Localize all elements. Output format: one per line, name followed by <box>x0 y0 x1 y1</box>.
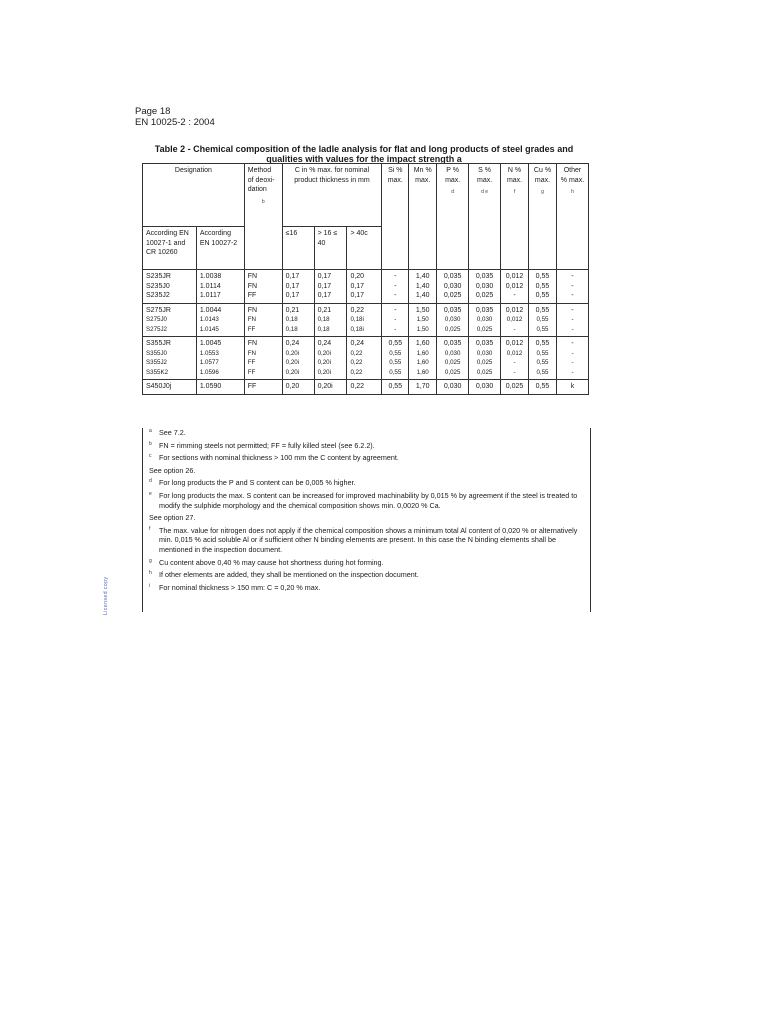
cell-method <box>244 270 282 304</box>
cell-value: 0,030 <box>475 282 494 290</box>
cell-value: FF <box>247 383 257 390</box>
table-caption <box>135 144 593 164</box>
cell-value: - <box>394 316 397 323</box>
footnote-mark: g <box>149 557 152 564</box>
footnote-mark: a <box>149 428 152 434</box>
according-2-header: According EN 10027-2 <box>196 227 244 270</box>
cell-value: 0,035 <box>443 340 462 347</box>
cell-c1 <box>282 337 314 380</box>
cell-value: 1,40 <box>415 292 430 299</box>
cell-value: 0,012 <box>505 306 524 314</box>
cell-value: S355JR <box>146 340 171 347</box>
cell-method <box>244 337 282 380</box>
cell-value: 0,17 <box>317 292 332 299</box>
cell-c1 <box>282 380 314 395</box>
cell-s <box>469 380 501 395</box>
mn-header-label: Mn % max. <box>413 167 432 184</box>
cell-value: - <box>571 359 574 366</box>
footnote-text: For long products the max. S content can be increased for improved machinability by 0,015 % by agreement if the steel is treated to modify the sulphide morphology and the chemical composition shows min. 0,0020 % Ca. <box>159 490 578 510</box>
cell-value: 0,025 <box>505 383 524 390</box>
cell-numbers <box>196 270 244 304</box>
cell-value: - <box>571 306 574 314</box>
cell-value: 0,55 <box>535 282 550 290</box>
cell-value: 0,24 <box>317 340 332 347</box>
cell-cu <box>529 380 557 395</box>
cell-value: 0,20i <box>317 359 331 366</box>
margin-stamp: Licensed copy <box>103 576 109 615</box>
c-col-2-header: > 16 ≤ 40 <box>314 227 347 270</box>
cell-value: 0,21 <box>317 306 332 314</box>
cell-value: 0,22 <box>350 368 363 376</box>
cell-value: 1,50 <box>415 306 430 314</box>
cell-value: 0,025 <box>476 368 493 376</box>
cell-c1 <box>282 303 314 337</box>
cell-value: 0,17 <box>317 273 332 280</box>
cell-value: S235JR <box>146 273 171 280</box>
cell-value: 0,18i <box>350 325 364 333</box>
header-row-1 <box>143 164 589 227</box>
cell-value: S355K2 <box>146 368 169 376</box>
cell-value: 1,40 <box>415 282 430 290</box>
cell-mn <box>409 337 437 380</box>
s-header <box>469 164 501 270</box>
cell-value: 0,20i <box>285 359 300 366</box>
cell-numbers <box>196 380 244 395</box>
cell-value: 1.0038 <box>199 273 222 280</box>
cell-value: 0,55 <box>535 383 550 390</box>
cell-value: S275JR <box>146 306 171 314</box>
cell-si <box>382 380 409 395</box>
cell-value: 0,012 <box>505 282 524 290</box>
cell-value: 0,035 <box>475 306 494 314</box>
cell-si <box>382 270 409 304</box>
cell-n <box>501 303 529 337</box>
cell-value: 0,55 <box>389 359 402 366</box>
designation-header: Designation <box>143 164 245 227</box>
footnote-text: For nominal thickness > 150 mm: C = 0,20 % max. <box>159 582 321 592</box>
cell-s <box>469 337 501 380</box>
cell-value: 0,17 <box>350 282 365 290</box>
s-header-label: S % max. <box>477 167 493 184</box>
cell-value: 0,030 <box>475 383 494 390</box>
cell-value: FN <box>247 349 256 357</box>
cell-value: 0,035 <box>475 340 494 347</box>
method-header-label: Method of deoxi-dation <box>247 167 275 193</box>
cell-value: 0,55 <box>536 359 549 366</box>
cell-value: 1.0596 <box>199 368 219 376</box>
cell-value: 0,17 <box>285 273 300 280</box>
cell-value: 0,55 <box>536 349 549 357</box>
cell-value: S275J2 <box>146 325 167 333</box>
footnote-mark: f <box>149 525 151 532</box>
si-header <box>382 164 409 270</box>
footnote-text: See 7.2. <box>159 428 186 437</box>
cell-names <box>143 380 197 395</box>
cell-value: 0,025 <box>444 325 461 333</box>
cell-value: 0,17 <box>350 292 365 299</box>
cu-header-label: Cu % max. <box>533 167 552 184</box>
footnote-text: For long products the P and S content can be 0,005 % higher. <box>159 478 356 488</box>
footnote-c <box>143 453 590 463</box>
cell-mn <box>409 270 437 304</box>
cell-value: 0,012 <box>506 316 523 323</box>
table-row <box>143 270 589 304</box>
cell-value: 0,025 <box>444 359 461 366</box>
footnote-a <box>143 428 590 438</box>
cell-value: 0,21 <box>285 306 300 314</box>
cell-value: 1.0590 <box>199 383 222 390</box>
cell-other <box>556 303 588 337</box>
cell-value: 1,60 <box>416 349 429 357</box>
cell-mn <box>409 303 437 337</box>
cell-value: - <box>394 325 397 333</box>
cell-value: 0,55 <box>389 368 402 376</box>
cell-value: 1,60 <box>415 340 430 347</box>
footnote-h <box>143 570 590 580</box>
cell-numbers <box>196 303 244 337</box>
cell-cu <box>529 303 557 337</box>
cell-value: 1,70 <box>415 383 430 390</box>
cell-value: 1.0553 <box>199 349 219 357</box>
cell-value: S355J0 <box>146 349 167 357</box>
cell-value: - <box>513 292 516 299</box>
cell-value: 0,025 <box>476 325 493 333</box>
footnote-mark: i <box>149 582 151 589</box>
table-row <box>143 380 589 395</box>
table-body <box>143 270 589 395</box>
page-number: Page 18 <box>135 106 171 117</box>
cell-mn <box>409 380 437 395</box>
cell-c2 <box>314 380 347 395</box>
cell-value: 0,030 <box>476 316 493 323</box>
cell-value: 0,030 <box>443 383 462 390</box>
cell-value: 0,20i <box>317 349 331 357</box>
cell-value: 0,030 <box>444 316 461 323</box>
cell-value: FF <box>247 325 256 333</box>
cell-n <box>501 337 529 380</box>
cell-value: 0,24 <box>285 340 300 347</box>
cell-value: 0,18 <box>317 316 330 323</box>
cell-value: 0,17 <box>285 292 300 299</box>
cell-value: 0,18i <box>350 316 364 323</box>
cell-value: 1.0145 <box>199 325 219 333</box>
c-col-1-header: ≤16 <box>282 227 314 270</box>
footnote-mark: d <box>149 478 152 485</box>
method-footnote-mark: b <box>261 198 265 205</box>
cell-si <box>382 303 409 337</box>
footnote-mark: c <box>149 453 152 460</box>
si-header-label: Si % max. <box>387 167 403 184</box>
cell-value: 0,24 <box>350 340 365 347</box>
chemical-composition-table <box>142 163 589 395</box>
c-col-3-header: > 40c <box>347 227 382 270</box>
cell-value: 0,22 <box>350 383 365 390</box>
cell-value: 0,22 <box>350 306 365 314</box>
cell-value: 0,012 <box>505 273 524 280</box>
cell-c1 <box>282 270 314 304</box>
cell-other <box>556 270 588 304</box>
cell-names <box>143 270 197 304</box>
cell-value: 0,025 <box>443 292 462 299</box>
footnote-text: Cu content above 0,40 % may cause hot shortness during hot forming. <box>159 557 384 567</box>
cell-value: 0,22 <box>350 359 363 366</box>
cell-other <box>556 380 588 395</box>
cell-value: 0,55 <box>535 306 550 314</box>
cell-value: 0,22 <box>350 349 363 357</box>
footnote-text: FN = rimming steels not permitted; FF = fully killed steel (see 6.2.2). <box>159 440 375 450</box>
cell-value: 0,55 <box>535 292 550 299</box>
footnote-e <box>143 491 590 510</box>
p-header <box>437 164 469 270</box>
cell-value: S235J2 <box>146 292 170 299</box>
cell-c2 <box>314 303 347 337</box>
footnote-i <box>143 583 590 593</box>
cell-method <box>244 380 282 395</box>
cell-value: FN <box>247 306 258 314</box>
cell-value: 1.0044 <box>199 306 222 314</box>
cell-value: - <box>513 325 516 333</box>
footnote-text: The max. value for nitrogen does not apply if the chemical composition shows a minimum total Al content of 0,020 % or alternatively min. 0,015 % acid soluble Al or if sufficient other N binding elements are present. In this case the N binding elements shall be mentioned in the inspection document. <box>159 525 578 554</box>
cell-numbers <box>196 337 244 380</box>
cell-value: FF <box>247 368 256 376</box>
cell-value: 0,20i <box>317 383 333 390</box>
cell-value: 0,035 <box>443 306 462 314</box>
cell-value: - <box>571 273 574 280</box>
cell-value: - <box>513 368 516 376</box>
n-header <box>501 164 529 270</box>
cell-value: 0,035 <box>443 273 462 280</box>
cell-value: 1.0045 <box>199 340 222 347</box>
n-footnote-mark: f <box>513 189 516 195</box>
cell-value: 0,18 <box>317 325 330 333</box>
cell-value: 0,20i <box>317 368 331 376</box>
cell-c3 <box>347 270 382 304</box>
table-row <box>143 303 589 337</box>
other-footnote-mark: h <box>571 189 574 195</box>
cell-value: 0,17 <box>317 282 332 290</box>
cell-s <box>469 303 501 337</box>
s-footnote-mark: d e <box>481 189 489 195</box>
cell-value: - <box>571 316 574 323</box>
cell-value: S450J0j <box>146 383 172 390</box>
cell-value: S235J0 <box>146 282 170 290</box>
footnote-text: If other elements are added, they shall be mentioned on the inspection document. <box>159 570 419 580</box>
cell-value: - <box>571 368 574 376</box>
see-option-27: See option 27. <box>149 513 196 523</box>
table-row <box>143 337 589 380</box>
caption-line-1: Table 2 - Chemical composition of the ladle analysis for flat and long products of steel grades and <box>154 144 574 154</box>
footnotes <box>142 428 591 612</box>
cell-value: FF <box>247 292 257 299</box>
cell-other <box>556 337 588 380</box>
caption-line-2: qualities with values for the impact strength a <box>266 154 462 164</box>
cell-value: 1.0577 <box>199 359 219 366</box>
cell-value: 0,55 <box>389 349 402 357</box>
cell-names <box>143 303 197 337</box>
cell-value: 0,55 <box>536 325 549 333</box>
cell-s <box>469 270 501 304</box>
standard-reference: EN 10025-2 : 2004 <box>135 117 215 128</box>
cell-c2 <box>314 270 347 304</box>
according-1-header: According EN 10027-1 and CR 10260 <box>143 227 197 270</box>
cell-value: 0,20i <box>285 368 300 376</box>
cell-value: FN <box>247 316 256 323</box>
cell-value: 0,20 <box>350 273 365 280</box>
cell-value: 0,20i <box>285 349 300 357</box>
page-header <box>135 106 593 164</box>
method-header <box>244 164 282 270</box>
n-header-label: N % max. <box>506 167 523 184</box>
cell-value: 0,55 <box>536 316 549 323</box>
cell-p <box>437 303 469 337</box>
cell-value: - <box>571 349 574 357</box>
cell-value: 0,17 <box>285 282 300 290</box>
cell-value: - <box>394 273 397 280</box>
footnote-mark: h <box>149 570 152 577</box>
cell-si <box>382 337 409 380</box>
cell-cu <box>529 337 557 380</box>
cell-value: - <box>571 325 574 333</box>
cell-method <box>244 303 282 337</box>
other-header-label: Other % max. <box>560 167 585 184</box>
cell-value: 0,55 <box>535 273 550 280</box>
cell-value: 0,035 <box>475 273 494 280</box>
cell-c3 <box>347 303 382 337</box>
cell-value: 1,50 <box>416 325 429 333</box>
cell-c2 <box>314 337 347 380</box>
cell-value: 0,025 <box>444 368 461 376</box>
cell-value: 0,012 <box>506 349 523 357</box>
cell-value: k <box>570 383 575 390</box>
cell-value: FF <box>247 359 256 366</box>
cell-value: 0,55 <box>388 340 403 347</box>
cell-value: 1.0114 <box>199 282 221 290</box>
cell-value: 1,60 <box>416 368 429 376</box>
p-footnote-mark: d <box>451 189 455 195</box>
cell-c3 <box>347 337 382 380</box>
footnote-mark: e <box>149 490 152 497</box>
cell-value: 0,18 <box>285 325 298 333</box>
mn-header <box>409 164 437 270</box>
cell-n <box>501 270 529 304</box>
cell-names <box>143 337 197 380</box>
cell-value: 0,030 <box>476 349 493 357</box>
cell-value: S275J0 <box>146 316 167 323</box>
footnote-g <box>143 558 590 568</box>
cu-footnote-mark: g <box>541 189 544 195</box>
cell-p <box>437 337 469 380</box>
cell-value: - <box>571 282 574 290</box>
cell-value: - <box>571 340 574 347</box>
cell-n <box>501 380 529 395</box>
cell-value: FN <box>247 273 258 280</box>
cell-value: 0,55 <box>535 340 550 347</box>
footnote-mark: b <box>149 440 152 447</box>
cell-cu <box>529 270 557 304</box>
cell-p <box>437 380 469 395</box>
footnote-b <box>143 441 590 451</box>
cell-value: - <box>394 292 397 299</box>
p-header-label: P % max. <box>445 167 461 184</box>
cell-value: 0,030 <box>443 282 462 290</box>
see-option-26: See option 26. <box>149 465 196 475</box>
other-header <box>556 164 588 270</box>
cell-value: - <box>513 359 516 366</box>
cell-c3 <box>347 380 382 395</box>
cell-value: 0,025 <box>476 359 493 366</box>
footnote-text: For sections with nominal thickness > 100 mm the C content by agreement. <box>159 453 399 463</box>
cell-value: - <box>394 282 397 290</box>
cell-value: 1,40 <box>415 273 430 280</box>
cell-value: 1.0117 <box>199 292 221 299</box>
cell-p <box>437 270 469 304</box>
cu-header <box>529 164 557 270</box>
carbon-header: C in % max. for nominal product thickness in mm <box>282 164 382 227</box>
cell-value: 0,55 <box>536 368 549 376</box>
footnote-f <box>143 526 590 555</box>
cell-value: 0,18 <box>285 316 298 323</box>
cell-value: 1.0143 <box>199 316 219 323</box>
cell-value: 0,025 <box>475 292 494 299</box>
cell-value: S355J2 <box>146 359 167 366</box>
cell-value: FN <box>247 282 258 290</box>
cell-value: 1,50 <box>416 316 429 323</box>
cell-value: FN <box>247 340 258 347</box>
cell-value: 0,012 <box>505 340 524 347</box>
cell-value: - <box>571 292 574 299</box>
footnote-d <box>143 478 590 488</box>
cell-value: 0,20 <box>285 383 300 390</box>
cell-value: 1,60 <box>416 359 429 366</box>
cell-value: 0,030 <box>444 349 461 357</box>
cell-value: 0,55 <box>388 383 403 390</box>
cell-value: - <box>394 306 397 314</box>
